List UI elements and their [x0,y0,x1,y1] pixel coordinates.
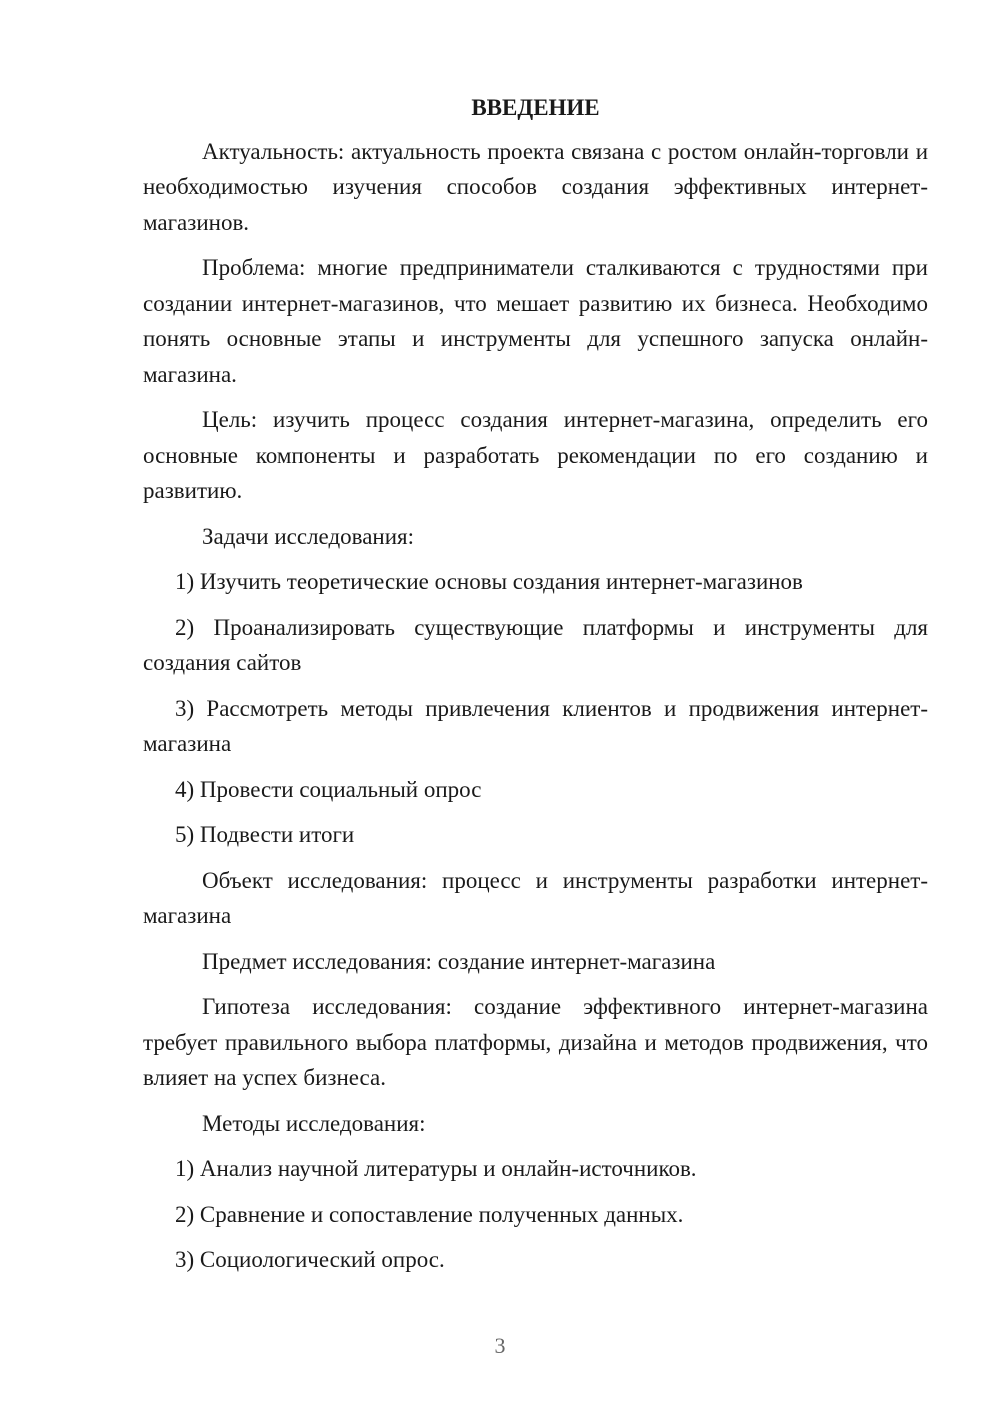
task-item: 2) Проанализировать существующие платформы и инструменты для создания сайтов [143,614,928,675]
method-item: 3) Социологический опрос. [175,1247,445,1272]
task-item: 1) Изучить теоретические основы создания интернет-магазинов [175,569,803,594]
task-item: 4) Провести социальный опрос [175,776,482,802]
task-item: 3) Рассмотреть методы привлечения клиентов и продвижения интернет-магазина [143,695,928,756]
document-body [143,90,928,1288]
paragraph-object: Объект исследования: процесс и инструменты разработки интернет-магазина [143,867,928,928]
paragraph-relevance: Актуальность: актуальность проекта связана с ростом онлайн-торговли и необходимостью изучения способов создания эффективных интернет-магазинов. [143,138,928,235]
paragraph-methods-heading: Методы исследования: [202,1110,426,1136]
paragraph-hypothesis: Гипотеза исследования: создание эффективного интернет-магазина требует правильного выбора платформы, дизайна и методов продвижения, что влияет на успех бизнеса. [143,994,928,1090]
paragraph-goal: Цель: изучить процесс создания интернет-магазина, определить его основные компоненты и разработать рекомендации по его созданию и развитию. [143,407,928,503]
task-item: 5) Подвести итоги [175,822,355,847]
section-title: ВВЕДЕНИЕ [471,95,600,120]
paragraph-problem: Проблема: многие предприниматели сталкиваются с трудностями при создании интернет-магазинов, что мешает развитию их бизнеса. Необходимо понять основные этапы и инструменты для успешного запуска онлайн-магазина. [143,255,928,387]
page-number: 3 [494,1333,506,1358]
paragraph-tasks-heading: Задачи исследования: [202,523,415,549]
method-item: 2) Сравнение и сопоставление полученных данных. [175,1201,684,1227]
method-item: 1) Анализ научной литературы и онлайн-источников. [175,1156,697,1181]
paragraph-subject: Предмет исследования: создание интернет-магазина [202,948,716,974]
